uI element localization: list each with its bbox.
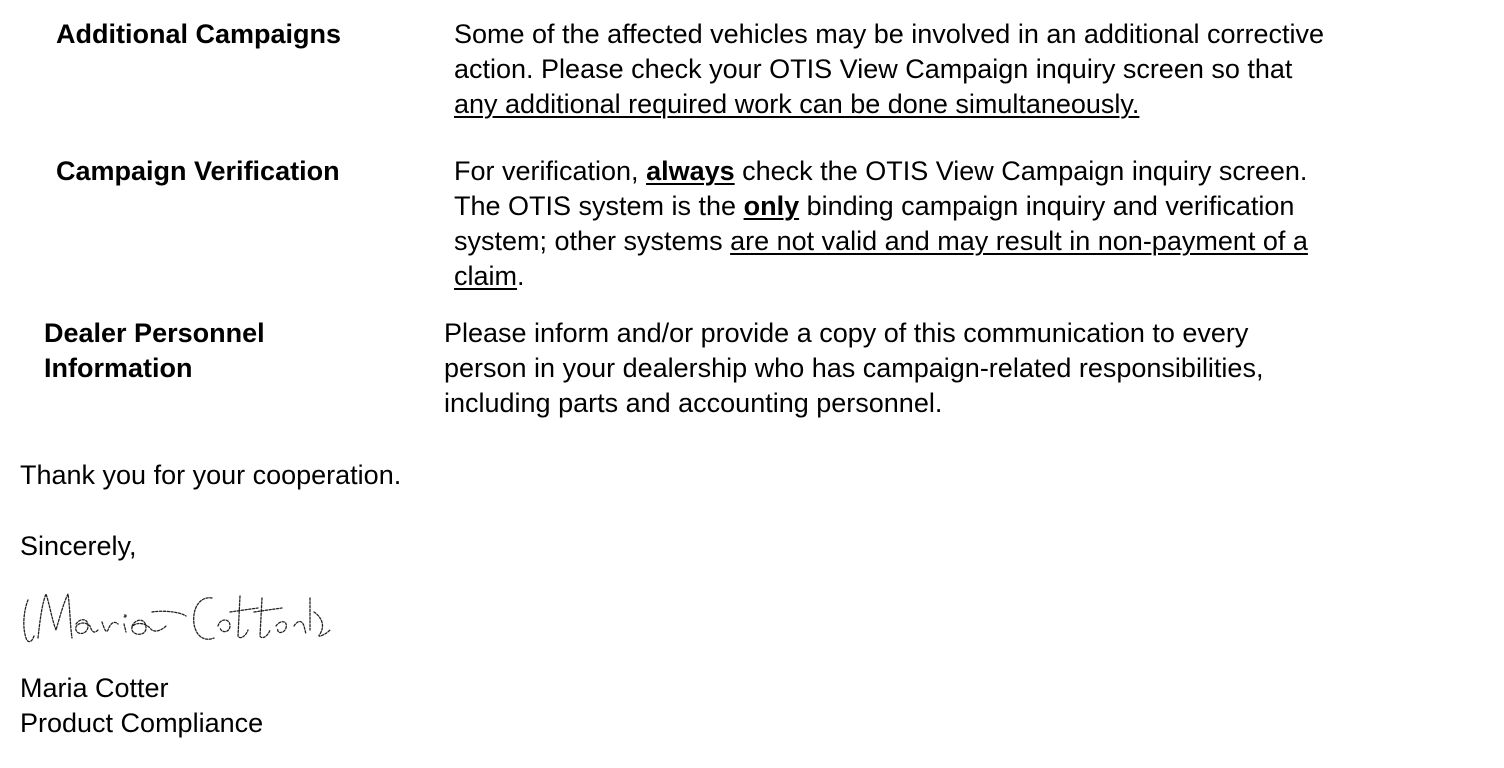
underlined-text: are not valid and may result in non-payment of a: [730, 226, 1308, 256]
text-span: system; other systems: [454, 226, 731, 256]
sincerely-line: Sincerely,: [20, 531, 137, 561]
text-line: person in your dealership who has campaign-related responsibilities,: [444, 353, 1264, 383]
section-label-dealer-personnel: [44, 316, 265, 386]
dealer-personnel-text: [444, 316, 1263, 421]
text-span: For verification,: [454, 156, 647, 186]
text-span: check the OTIS View Campaign inquiry screen.: [734, 156, 1308, 186]
emphasis-always: always: [646, 156, 735, 186]
additional-campaigns-text: [454, 17, 1324, 122]
signer-name: Maria Cotter: [20, 673, 169, 703]
section-label-additional-campaigns: Additional Campaigns: [56, 19, 342, 49]
text-line: Some of the affected vehicles may be involved in an additional corrective: [454, 19, 1324, 49]
underlined-text: claim: [454, 261, 518, 291]
underlined-text: any additional required work can be done simultaneously.: [454, 89, 1140, 119]
section-label-campaign-verification: Campaign Verification: [56, 156, 340, 186]
signature-image: [14, 586, 334, 652]
text-line: including parts and accounting personnel.: [444, 388, 943, 418]
text-line: action. Please check your OTIS View Campaign inquiry screen so that: [454, 54, 1293, 84]
label-line: Dealer Personnel: [44, 318, 265, 348]
text-span: The OTIS system is the: [454, 191, 744, 221]
label-line: Information: [44, 353, 193, 383]
signer-title: Product Compliance: [20, 708, 264, 738]
text-span: .: [517, 261, 525, 291]
emphasis-only: only: [743, 191, 800, 221]
text-span: binding campaign inquiry and verification: [799, 191, 1295, 221]
text-line: Please inform and/or provide a copy of this communication to every: [444, 318, 1249, 348]
thank-you-line: Thank you for your cooperation.: [20, 460, 402, 490]
campaign-verification-text: [454, 154, 1308, 294]
